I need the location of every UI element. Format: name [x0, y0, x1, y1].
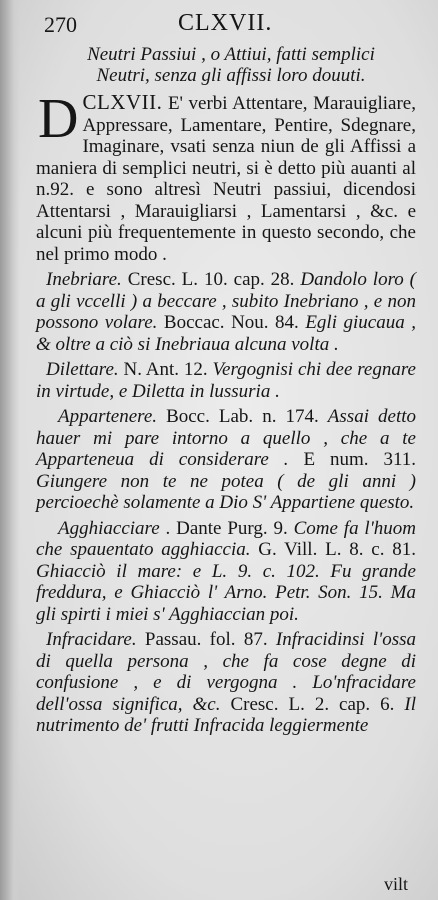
entry-quote: Vergognisi chi dee regnare in virtude, e Diletta in lussuria . [36, 359, 416, 402]
section-text: E' verbi Attentare, Marauigliare, Appressare, Lamentare, Pentire, Sdegnare, Imaginare, vsati senza niun de gli Affissi a maniera di semplici neutri, si è detto più auanti al n.92. e sono altresì Neutri passiui, dicendosi Attentarsi , Marauigliarsi , Lamentarsi , &c. e alcuni più frequentemente in questo secondo, che nel primo modo . [36, 93, 416, 265]
page-gutter-shadow [0, 0, 20, 900]
entry-quote: Dandolo loro ( a gli vccelli ) a beccare , subito Inebriano , e non possono volare. [36, 269, 417, 333]
entry-ref: Cresc. L. 10. cap. 28. [121, 269, 301, 290]
section-intro [36, 88, 416, 265]
entry-ref: E num. 311. [288, 449, 416, 470]
entry-dilettare [36, 359, 416, 402]
section-subtitle [46, 44, 416, 86]
entry-ref: Bocc. Lab. n. 174. [157, 406, 328, 427]
subtitle-line-1: Neutri Passiui , o Attiui, fatti semplici [87, 44, 375, 65]
running-head: CLXVII. [178, 10, 273, 36]
entry-ref: . Dante Purg. 9. [159, 517, 294, 539]
entry-quote: Come fa l'huom che spauentato agghiaccia. [36, 517, 416, 560]
subtitle-line-2: Neutri, senza gli affissi loro douuti. [96, 65, 366, 86]
entry-quote: Infracidinsi l'ossa di quella persona , che fa cose degne di confusione , e di vergogna . Lo'nfracidare dell'ossa significa, &c. [36, 629, 417, 715]
entry-ref: Passau. fol. 87. [136, 629, 276, 650]
section-label: CLXVII. [82, 90, 163, 114]
entry-head: Agghiacciare [58, 517, 160, 539]
entry-ref: G. Vill. L. 8. c. 81. [250, 539, 416, 560]
entry-quote: Assai detto hauer mi pare intorno a quello , che a te Apparteneua di considerare . [36, 406, 416, 470]
entry-head: Dilettare. [46, 359, 119, 380]
entry-quote: Egli giucaua , & oltre a ciò si Inebriaua alcuna volta . [36, 312, 416, 355]
entry-appartenere [36, 406, 416, 514]
entry-quote: Giungere non te ne potea ( de gli anni ) percioechè solamente a Dio S' Appartiene questo. [36, 470, 416, 513]
catchword: vilt [383, 874, 408, 894]
entry-head: Appartenere. [58, 406, 158, 427]
entry-inebriare [36, 269, 416, 355]
entry-quote: Ghiacciò il mare: e L. 9. c. 102. Fu grande freddura, e Ghiacciò l' Arno. Petr. Son. 15. Ma gli spirti i miei s' Agghiaccian poi. [36, 560, 416, 625]
entry-head: Infracidare. [46, 629, 137, 650]
page-header [36, 10, 416, 38]
entry-agghiacciare [36, 518, 416, 626]
entry-ref: Boccac. Nou. 84. [157, 312, 306, 333]
entry-ref: N. Ant. 12. [118, 359, 213, 380]
entry-ref: Cresc. L. 2. cap. 6. [220, 693, 405, 715]
entry-quote: Il nutrimento de' frutti Infracida leggiermente [36, 693, 417, 736]
drop-cap: D [38, 88, 79, 150]
entry-infracidare [36, 629, 416, 737]
page-number: 270 [44, 12, 77, 37]
entry-head: Inebriare. [46, 269, 122, 290]
